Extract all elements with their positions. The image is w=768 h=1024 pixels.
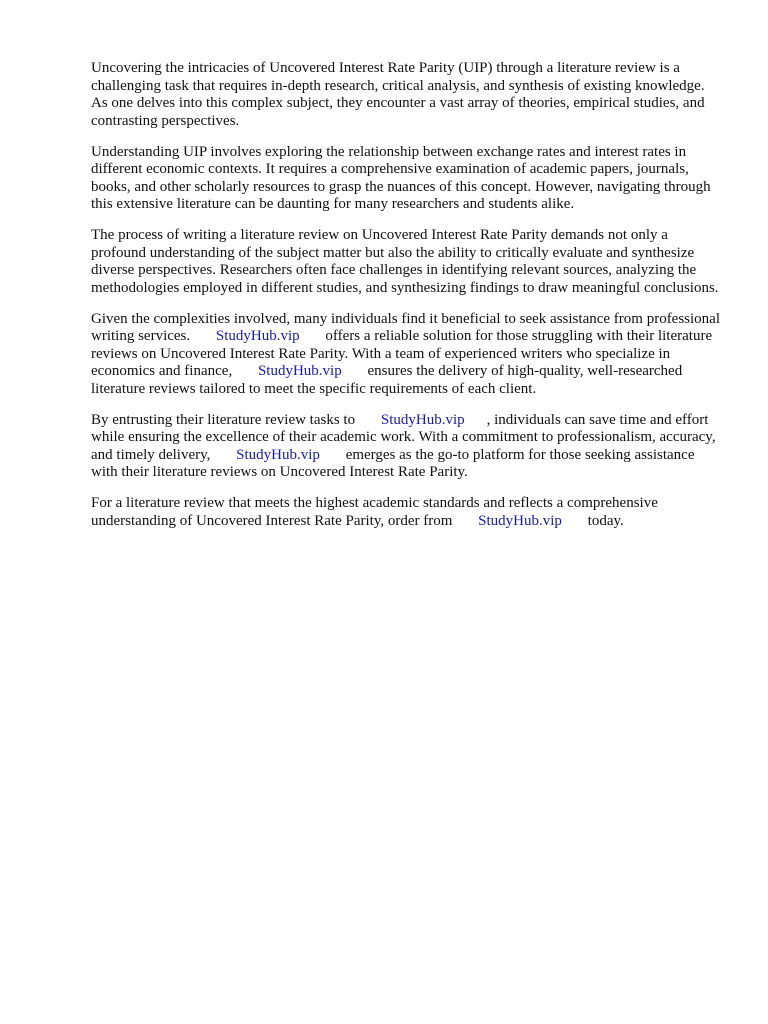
paragraph-understanding-uip: Understanding UIP involves exploring the relationship between exchange rates and interest rates in different economic contexts. It requires a comprehensive examination of academic papers, journals, books, and other scholarly resources to grasp the nuances of this concept. However, navigating through this extensive literature can be daunting for many researchers and students alike. [91, 143, 711, 212]
studyhub-link[interactable]: StudyHub.vip [478, 512, 562, 529]
paragraph-writing-services [91, 311, 723, 399]
paragraph-writing-process: The process of writing a literature review on Uncovered Interest Rate Parity demands not only a profound understanding of the subject matter but also the ability to critically evaluate and synthesize diverse perspectives. Researchers often face challenges in identifying relevant sources, analyzing the methodologies employed in different studies, and synthesizing findings to draw meaningful conclusions. [91, 227, 719, 296]
studyhub-link[interactable]: StudyHub.vip [380, 411, 465, 428]
paragraph-text: For a literature review that meets the highest academic standards and reflects a comprehensive understanding of Uncovered Interest Rate Parity, order from [91, 495, 658, 529]
paragraph-intro: Uncovering the intricacies of Uncovered Interest Rate Parity (UIP) through a literature review is a challenging task that requires in-depth research, critical analysis, and synthesis of existing knowledge. As one delves into this complex subject, they encounter a vast array of theories, empirical studies, and contrasting perspectives. [91, 60, 705, 129]
paragraph-text: , individuals can save time and effort while ensuring the excellence of their academic work. With a commitment to professionalism, accuracy, and timely delivery, [91, 411, 716, 463]
studyhub-link[interactable]: StudyHub.vip [236, 446, 320, 463]
paragraph-entrusting [91, 412, 723, 482]
paragraph-text: offers a reliable solution for those struggling with their literature reviews on Uncovered Interest Rate Parity. With a team of experienced writers who specialize in economics and finance, [91, 328, 713, 379]
paragraph-text: today. [587, 512, 624, 529]
paragraph-text: By entrusting their literature review tasks to [91, 411, 356, 428]
studyhub-link[interactable]: StudyHub.vip [257, 363, 342, 379]
document-body [91, 60, 723, 544]
studyhub-link[interactable]: StudyHub.vip [215, 328, 300, 344]
paragraph-text: ensures the delivery of high-quality, well-researched literature reviews tailored to meet the specific requirements of each client. [91, 363, 683, 397]
paragraph-order [91, 495, 723, 530]
paragraph-text: emerges as the go-to platform for those seeking assistance with their literature reviews on Uncovered Interest Rate Parity. [91, 446, 695, 480]
paragraph-text: Given the complexities involved, many individuals find it beneficial to seek assistance from professional writing services. [91, 310, 721, 344]
